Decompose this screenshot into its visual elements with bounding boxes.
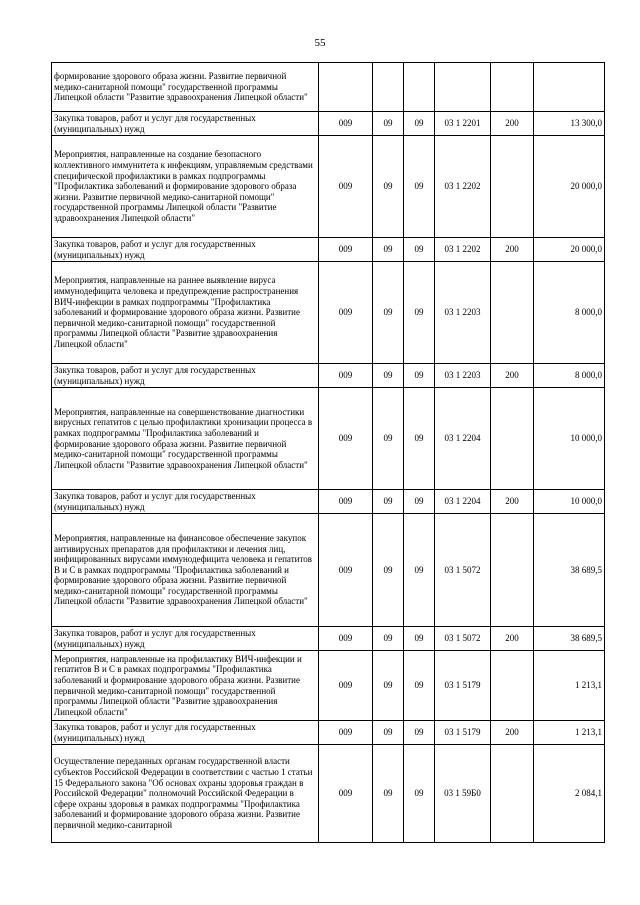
row-expense-type: [491, 262, 534, 364]
row-name: Мероприятия, направленные на создание безопасного коллективного иммунитета к инфекциям, управляемым средствами специфической профилактики в рамках подпрограммы "Профилактика заболеваний и формирование здорового образа жизни. Развитие первичной медико-санитарной помощи" государственной программы Липецкой области "Развитие здравоохранения Липецкой области": [52, 136, 319, 238]
row-amount: 20 000,0: [534, 136, 605, 238]
row-subsection: 09: [404, 136, 435, 238]
row-target-article: 03 1 5179: [435, 721, 491, 745]
table-row: [52, 627, 605, 651]
row-section: 09: [373, 136, 404, 238]
row-name: формирование здорового образа жизни. Развитие первичной медико-санитарной помощи" государственной программы Липецкой области "Развитие здравоохранения Липецкой области": [52, 63, 319, 112]
row-amount: 38 689,5: [534, 514, 605, 627]
row-subsection: 09: [404, 238, 435, 262]
row-target-article: 03 1 5072: [435, 514, 491, 627]
row-amount: 38 689,5: [534, 627, 605, 651]
row-section: 09: [373, 514, 404, 627]
row-name: Закупка товаров, работ и услуг для государственных (муниципальных) нужд: [52, 627, 319, 651]
row-expense-type: [491, 514, 534, 627]
table-row: [52, 63, 605, 112]
table-row: [52, 112, 605, 136]
row-expense-type: [491, 745, 534, 843]
row-target-article: 03 1 2201: [435, 112, 491, 136]
table-row: [52, 651, 605, 721]
row-section: 09: [373, 651, 404, 721]
row-expense-type: 200: [491, 490, 534, 514]
row-name: Закупка товаров, работ и услуг для государственных (муниципальных) нужд: [52, 721, 319, 745]
row-expense-type: [491, 63, 534, 112]
row-expense-type: 200: [491, 112, 534, 136]
row-expense-type: 200: [491, 238, 534, 262]
row-name: Мероприятия, направленные на совершенствование диагностики вирусных гепатитов с целью профилактики хронизации процесса в рамках подпрограммы "Профилактика заболеваний и формирование здорового образа жизни. Развитие первичной медико-санитарной помощи" государственной программы Липецкой области "Развитие здравоохранения Липецкой области": [52, 388, 319, 490]
row-amount: 2 084,1: [534, 745, 605, 843]
row-subsection: 09: [404, 514, 435, 627]
row-subsection: 09: [404, 490, 435, 514]
row-section: 09: [373, 238, 404, 262]
row-admin-code: 009: [319, 651, 373, 721]
row-subsection: 09: [404, 721, 435, 745]
row-amount: 13 300,0: [534, 112, 605, 136]
row-amount: 8 000,0: [534, 262, 605, 364]
row-target-article: 03 1 2204: [435, 490, 491, 514]
row-admin-code: 009: [319, 112, 373, 136]
row-admin-code: [319, 63, 373, 112]
row-expense-type: [491, 388, 534, 490]
row-name: Закупка товаров, работ и услуг для государственных (муниципальных) нужд: [52, 364, 319, 388]
row-section: 09: [373, 262, 404, 364]
row-expense-type: [491, 136, 534, 238]
row-amount: 1 213,1: [534, 651, 605, 721]
row-section: [373, 63, 404, 112]
row-admin-code: 009: [319, 136, 373, 238]
row-amount: [534, 63, 605, 112]
row-subsection: 09: [404, 388, 435, 490]
row-target-article: [435, 63, 491, 112]
budget-table: [51, 62, 605, 843]
row-target-article: 03 1 5072: [435, 627, 491, 651]
row-admin-code: 009: [319, 627, 373, 651]
row-admin-code: 009: [319, 490, 373, 514]
table-row: [52, 262, 605, 364]
row-subsection: 09: [404, 745, 435, 843]
table-row: [52, 745, 605, 843]
table-row: [52, 514, 605, 627]
budget-table-body: [52, 63, 605, 843]
row-section: 09: [373, 112, 404, 136]
table-row: [52, 238, 605, 262]
table-row: [52, 364, 605, 388]
row-subsection: 09: [404, 364, 435, 388]
table-row: [52, 136, 605, 238]
row-admin-code: 009: [319, 514, 373, 627]
row-target-article: 03 1 2203: [435, 364, 491, 388]
row-amount: 1 213,1: [534, 721, 605, 745]
row-name: Мероприятия, направленные на финансовое обеспечение закупок антивирусных препаратов для профилактики и лечения лиц, инфицированных вирусами иммунодефицита человека и гепатитов В и С в рамках подпрограммы "Профилактика заболеваний и формирование здорового образа жизни. Развитие первичной медико-санитарной помощи" государственной программы Липецкой области "Развитие здравоохранения Липецкой области": [52, 514, 319, 627]
row-admin-code: 009: [319, 262, 373, 364]
row-admin-code: 009: [319, 238, 373, 262]
row-target-article: 03 1 59Б0: [435, 745, 491, 843]
row-amount: 20 000,0: [534, 238, 605, 262]
row-expense-type: [491, 651, 534, 721]
row-subsection: 09: [404, 112, 435, 136]
row-subsection: [404, 63, 435, 112]
table-row: [52, 388, 605, 490]
row-name: Осуществление переданных органам государственной власти субъектов Российской Федерации в соответствии с частью 1 статьи 15 Федерального закона "Об основах охраны здоровья граждан в Российской Федерации" полномочий Российской Федерации в сфере охраны здоровья в рамках подпрограммы "Профилактика заболеваний и формирование здорового образа жизни. Развитие первичной медико-санитарной: [52, 745, 319, 843]
row-target-article: 03 1 2202: [435, 238, 491, 262]
row-admin-code: 009: [319, 364, 373, 388]
row-subsection: 09: [404, 262, 435, 364]
row-name: Закупка товаров, работ и услуг для государственных (муниципальных) нужд: [52, 112, 319, 136]
row-admin-code: 009: [319, 388, 373, 490]
row-name: Закупка товаров, работ и услуг для государственных (муниципальных) нужд: [52, 490, 319, 514]
row-target-article: 03 1 2203: [435, 262, 491, 364]
row-section: 09: [373, 490, 404, 514]
row-section: 09: [373, 627, 404, 651]
row-section: 09: [373, 745, 404, 843]
row-section: 09: [373, 388, 404, 490]
row-admin-code: 009: [319, 721, 373, 745]
row-target-article: 03 1 2204: [435, 388, 491, 490]
page-number: 55: [314, 37, 326, 49]
row-subsection: 09: [404, 651, 435, 721]
row-expense-type: 200: [491, 627, 534, 651]
row-amount: 10 000,0: [534, 490, 605, 514]
row-name: Мероприятия, направленные на профилактику ВИЧ-инфекции и гепатитов В и С в рамках подпрограммы "Профилактика заболеваний и формирование здорового образа жизни. Развитие первичной медико-санитарной помощи" государственной программы Липецкой области "Развитие здравоохранения Липецкой области": [52, 651, 319, 721]
row-section: 09: [373, 364, 404, 388]
table-row: [52, 490, 605, 514]
row-section: 09: [373, 721, 404, 745]
row-target-article: 03 1 5179: [435, 651, 491, 721]
row-expense-type: 200: [491, 721, 534, 745]
row-admin-code: 009: [319, 745, 373, 843]
row-amount: 8 000,0: [534, 364, 605, 388]
row-subsection: 09: [404, 627, 435, 651]
table-row: [52, 721, 605, 745]
row-name: Мероприятия, направленные на раннее выявление вируса иммунодефицита человека и предупреждение распространения ВИЧ-инфекции в рамках подпрограммы "Профилактика заболеваний и формирование здорового образа жизни. Развитие первичной медико-санитарной помощи" государственной программы Липецкой области "Развитие здравоохранения Липецкой области": [52, 262, 319, 364]
row-name: Закупка товаров, работ и услуг для государственных (муниципальных) нужд: [52, 238, 319, 262]
row-amount: 10 000,0: [534, 388, 605, 490]
row-target-article: 03 1 2202: [435, 136, 491, 238]
row-expense-type: 200: [491, 364, 534, 388]
